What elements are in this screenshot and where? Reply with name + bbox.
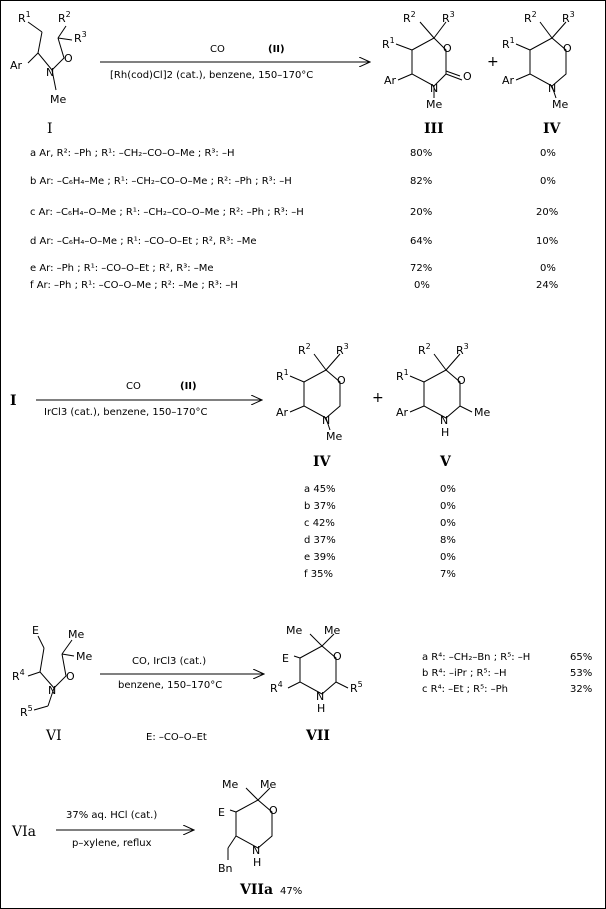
- reaction2-conditions: IrCl3 (cat.), benzene, 150–170°C: [44, 407, 208, 418]
- svg-text:Ar: Ar: [276, 406, 289, 419]
- svg-text:R1: $R^1$: [276, 368, 289, 383]
- svg-text:R2: $R^2$: [403, 10, 416, 25]
- reaction1-yield-III-b: 82%: [410, 176, 433, 187]
- svg-text:b 37%: [304, 501, 336, 512]
- svg-text:H: H: [441, 426, 450, 439]
- svg-text:Ar: Ar: [10, 59, 23, 72]
- svg-text:N: N: [430, 82, 439, 95]
- svg-text:R2: $R^2$: [524, 10, 537, 25]
- svg-text:N: N: [548, 82, 557, 95]
- reaction1-row-d: d Ar: –C₆H₄–O–Me ; R¹: –CO–O–Et ; R², R³: –Me: [30, 236, 257, 247]
- reaction1-plus: +: [487, 54, 499, 70]
- reaction1-catalyst-label: (II): [268, 44, 285, 55]
- reaction3-yield-a: 65%: [570, 652, 593, 663]
- svg-text:R3: $R^3$: [562, 10, 575, 25]
- svg-text:R3: $R^3$: [442, 10, 455, 25]
- svg-text:O: O: [463, 70, 472, 83]
- svg-text:O: O: [337, 374, 346, 387]
- svg-text:O: O: [66, 670, 75, 683]
- svg-text:R1: $R^1$: [18, 10, 31, 25]
- compound-label-VI: VI: [46, 728, 62, 744]
- svg-text:Ar: Ar: [396, 406, 409, 419]
- reaction2-yield-V-a: 0%: [440, 484, 456, 495]
- compound-label-V: V: [440, 454, 451, 470]
- svg-text:R3: $R^3$: [336, 342, 349, 357]
- reaction1-yield-IV-f: 24%: [536, 280, 559, 291]
- svg-text:Me: Me: [286, 624, 303, 637]
- reaction1-yield-III-d: 64%: [410, 236, 433, 247]
- reaction2-row-id-b: b: [304, 501, 311, 512]
- reaction4-yield: 47%: [280, 886, 303, 897]
- reaction3-yield-b: 53%: [570, 668, 593, 679]
- svg-text:R3: $R^3$: [456, 342, 469, 357]
- reaction2-yield-IV-e: 39%: [313, 552, 336, 563]
- svg-text:O: O: [443, 42, 452, 55]
- svg-text:Me: Me: [326, 430, 343, 443]
- reaction2-yield-V-f: 7%: [440, 569, 456, 580]
- svg-text:f 35%: [304, 569, 333, 580]
- compound-label-I: I: [47, 121, 53, 137]
- structure-VIIa: [218, 778, 278, 875]
- structure-VII: [270, 624, 363, 715]
- svg-text:N: N: [316, 690, 325, 703]
- svg-text:H: H: [317, 702, 326, 715]
- reaction2-row-id-a: a: [304, 484, 311, 495]
- reaction2-yield-IV-a: 45%: [313, 484, 336, 495]
- reaction1-yield-IV-a: 0%: [540, 148, 556, 159]
- svg-text:Me: Me: [474, 406, 491, 419]
- svg-text:R2: $R^2$: [418, 342, 431, 357]
- svg-text:a 45%: [304, 484, 336, 495]
- reaction2-yield-V-e: 0%: [440, 552, 456, 563]
- reaction3-conditions: benzene, 150–170°C: [118, 680, 223, 691]
- structure-IV-middle: [276, 342, 349, 443]
- compound-label-IV: IV: [543, 121, 561, 137]
- compound-label-VIa: VIa: [12, 824, 36, 840]
- svg-text:O: O: [269, 804, 278, 817]
- svg-text:R3: $R^3$: [74, 30, 87, 45]
- reaction1-yield-IV-e: 0%: [540, 263, 556, 274]
- svg-text:e 39%: [304, 552, 336, 563]
- svg-text:H: H: [253, 856, 262, 869]
- svg-text:Ar: Ar: [502, 74, 515, 87]
- structure-V: [396, 342, 490, 439]
- reaction1-row-c: c Ar: –C₆H₄–O–Me ; R¹: –CH₂–CO–O–Me ; R²: –Ph ; R³: –H: [30, 207, 304, 218]
- svg-text:Bn: Bn: [218, 862, 233, 875]
- reaction2-yield-IV-c: 42%: [312, 518, 335, 529]
- svg-text:Me: Me: [50, 93, 67, 106]
- svg-text:O: O: [64, 52, 73, 65]
- svg-text:Me: Me: [68, 628, 85, 641]
- reaction1-table: [30, 148, 558, 291]
- svg-text:Ar: Ar: [384, 74, 397, 87]
- reaction2-reagent: CO: [126, 381, 141, 392]
- reaction2-row-id-f: f: [304, 569, 308, 580]
- svg-text:R4: $R^4$: [270, 680, 283, 695]
- svg-text:O: O: [563, 42, 572, 55]
- svg-text:R4: $R^4$: [12, 668, 25, 683]
- reaction1-yield-III-e: 72%: [410, 263, 433, 274]
- compound-label-VII: VII: [306, 728, 330, 744]
- svg-text:Me: Me: [324, 624, 341, 637]
- svg-text:Me: Me: [222, 778, 239, 791]
- reaction2-yield-V-b: 0%: [440, 501, 456, 512]
- svg-text:R1: $R^1$: [382, 36, 395, 51]
- reaction3-row-a: a R⁴: –CH₂–Bn ; R⁵: –H: [422, 652, 531, 663]
- reaction1-row-a: a Ar, R²: –Ph ; R¹: –CH₂–CO–O–Me ; R³: –H: [30, 148, 235, 159]
- reaction2-yield-IV-f: 35%: [310, 569, 333, 580]
- reaction2-row-id-c: c: [304, 518, 310, 529]
- reaction1-conditions: [Rh(cod)Cl]2 (cat.), benzene, 150–170°C: [110, 70, 314, 81]
- reaction2-yield-IV-d: 37%: [313, 535, 336, 546]
- reaction1-yield-III-c: 20%: [410, 207, 433, 218]
- reaction1-row-e: e Ar: –Ph ; R¹: –CO–O–Et ; R², R³: –Me: [30, 263, 214, 274]
- svg-text:E: E: [282, 652, 289, 665]
- compound-label-IV-middle: IV: [313, 454, 331, 470]
- reaction1-yield-III-f: 0%: [414, 280, 430, 291]
- reaction3-reagent: CO, IrCl3 (cat.): [132, 656, 207, 667]
- reaction3-row-b: b R⁴: –iPr ; R⁵: –H: [422, 668, 507, 679]
- reaction2-catalyst-label: (II): [180, 381, 197, 392]
- compound-label-VIIa: VIIa: [240, 882, 274, 898]
- svg-text:Me: Me: [260, 778, 277, 791]
- reaction2-table: [304, 484, 456, 580]
- svg-text:R5: $R^5$: [350, 680, 363, 695]
- compound-label-I-start: I: [10, 393, 17, 409]
- svg-text:O: O: [457, 374, 466, 387]
- reaction1-yield-III-a: 80%: [410, 148, 433, 159]
- svg-text:R1: $R^1$: [502, 36, 515, 51]
- svg-text:R2: $R^2$: [298, 342, 311, 357]
- svg-text:N: N: [322, 414, 331, 427]
- reaction1-yield-IV-c: 20%: [536, 207, 559, 218]
- reaction2-row-id-d: d: [304, 535, 311, 546]
- reaction2-yield-V-d: 8%: [440, 535, 456, 546]
- reaction2-yield-V-c: 0%: [440, 518, 456, 529]
- reaction1-yield-IV-d: 10%: [536, 236, 559, 247]
- svg-text:Me: Me: [552, 98, 569, 111]
- svg-text:N: N: [252, 844, 261, 857]
- reaction1-row-f: f Ar: –Ph ; R¹: –CO–O–Me ; R²: –Me ; R³: –H: [30, 280, 238, 291]
- reaction2-row-id-e: e: [304, 552, 311, 563]
- reaction1-row-b: b Ar: –C₆H₄–Me ; R¹: –CH₂–CO–O–Me ; R²: –Ph ; R³: –H: [30, 176, 292, 187]
- svg-text:N: N: [46, 66, 55, 79]
- svg-text:E: E: [218, 806, 225, 819]
- reaction1-reagent: CO: [210, 44, 225, 55]
- reaction2-yield-IV-b: 37%: [313, 501, 336, 512]
- svg-text:R5: $R^5$: [20, 704, 33, 719]
- svg-text:Me: Me: [426, 98, 443, 111]
- structure-I: [10, 10, 87, 106]
- svg-text:c 42%: [304, 518, 335, 529]
- svg-text:O: O: [333, 650, 342, 663]
- reaction4-reagent: 37% aq. HCl (cat.): [66, 810, 158, 821]
- svg-text:E: E: [32, 624, 39, 637]
- svg-text:d 37%: [304, 535, 336, 546]
- structure-III: [382, 10, 472, 111]
- ester-definition: E: –CO–O–Et: [146, 732, 207, 743]
- svg-text:Me: Me: [76, 650, 93, 663]
- reaction1-yield-IV-b: 0%: [540, 176, 556, 187]
- reaction3-row-c: c R⁴: –Et ; R⁵: –Ph: [422, 684, 509, 695]
- compound-label-III: III: [424, 121, 444, 137]
- structure-IV-top: [502, 10, 575, 111]
- reaction3-yield-c: 32%: [570, 684, 593, 695]
- svg-text:N: N: [48, 684, 57, 697]
- reaction3-table: [422, 652, 592, 695]
- structure-VI: [12, 624, 92, 719]
- svg-text:R1: $R^1$: [396, 368, 409, 383]
- svg-text:R2: $R^2$: [58, 10, 71, 25]
- reaction4-conditions: p–xylene, reflux: [72, 838, 152, 849]
- svg-text:N: N: [440, 414, 449, 427]
- reaction2-plus: +: [372, 390, 384, 406]
